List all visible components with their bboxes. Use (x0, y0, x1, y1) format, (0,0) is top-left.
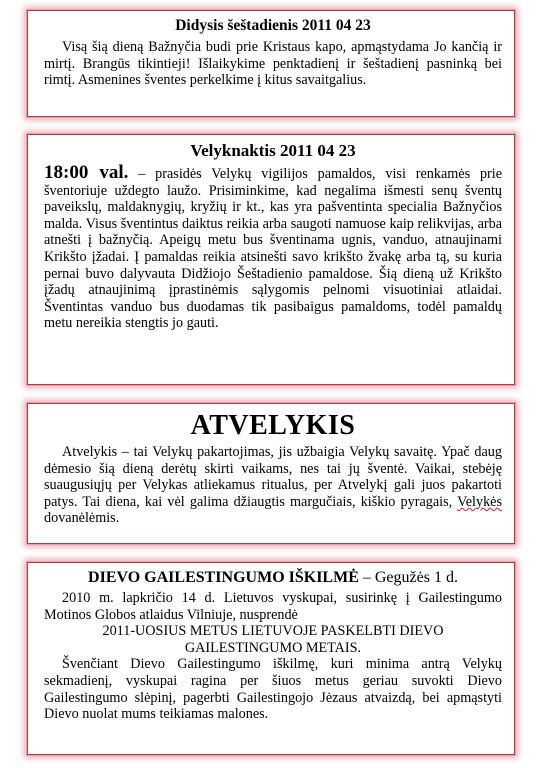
atvelykis-text-end: dovanėlėmis. (44, 510, 120, 527)
section-paragraph: Visą šią dieną Bažnyčia budi prie Kristaus kapo, apmąstydama Jo kančią ir mirtį. Brangūs tikintieji! Išlaikykime penktadienį ir šeštadienį pasninką bei rimtį. Asmenines šventes perkelkime į kitus savaitgalius. (44, 39, 502, 89)
section-paragraph (44, 444, 502, 527)
section-title: Velyknaktis 2011 04 23 (190, 141, 356, 160)
mercy-date: – Gegužės 1 d. (358, 569, 458, 586)
vigil-text: – prasidės Velykų vigilijos pamaldos, visi renkamės prie šventoriuje uždegto laužo. Prisiminkime, kad negalima išmesti senų šventų paveikslų, maldaknygių, kryžių ir kt., kas yra pašventinta specialia Bažnyčios malda. Visus šventintus daiktus reikia arba saugoti namuose kaip relikvijas, arba atnešti į bažnyčią. Apeigų metu bus šventinama ugnis, vanduo, atnaujinami Krikšto įžadai. Į pamaldas reikia atsinešti savo krikšto žvakę arba tą, su kuria pernai buvo dalyvauta Didžiojo Šeštadienio pamaldose. Šią dieną už Krikšto įžadų atnaujinimą įprastinėmis sąlygomis pelnomi visuotiniai atlaidai. Šventintas vanduo bus duodamas tik pasibaigus pamaldoms, todėl pamaldų metu nereikia stengtis jo gauti. (44, 166, 502, 332)
atvelykis-text: Atvelykis – tai Velykų pakartojimas, jis užbaigia Velykų savaitę. Ypač daug dėmesio šią dieną derėtų skirti vaikams, nes tai jų šventė. Vaikai, stebėję suaugusiųjų per Velykas atliekamus ritualus, per Atvelykį gali juos pakartoti patys. Tai diena, kai vėl galima džiaugtis margučiais, kiškio pyragais, (44, 444, 502, 510)
section-title: Didysis šeštadienis 2011 04 23 (175, 17, 371, 34)
vigil-time: 18:00 val. (44, 162, 129, 183)
section-paragraph (44, 162, 502, 332)
mercy-title: DIEVO GAILESTINGUMO IŠKILMĖ (88, 569, 359, 586)
section-title (44, 569, 502, 587)
section-title: ATVELYKIS (190, 410, 356, 441)
section-paragraph: 2011-UOSIUS METUS LIETUVOJE PASKELBTI DIEVO GAILESTINGUMO METAIS. (102, 623, 444, 656)
section-divine-mercy (27, 562, 515, 755)
spellcheck-word: Velykės (457, 493, 502, 510)
section-holy-saturday (27, 10, 515, 117)
section-paragraph: Švenčiant Dievo Gailestingumo iškilmę, kuri minima antrą Velykų sekmadienį, vyskupai ragina per šiuos metus geriau suvokti Dievo Gailestingumo slėpinį, pagerbti Gailestingojo Jėzaus atvaizdą, bei apmąstyti Dievo nuolat mums teikiamas malones. (44, 656, 502, 723)
section-atvelykis (27, 403, 515, 544)
section-easter-vigil (27, 134, 515, 385)
section-paragraph: 2010 m. lapkričio 14 d. Lietuvos vyskupai, susirinkę į Gailestingumo Motinos Globos atlaidus Vilniuje, nusprendė (44, 590, 502, 623)
